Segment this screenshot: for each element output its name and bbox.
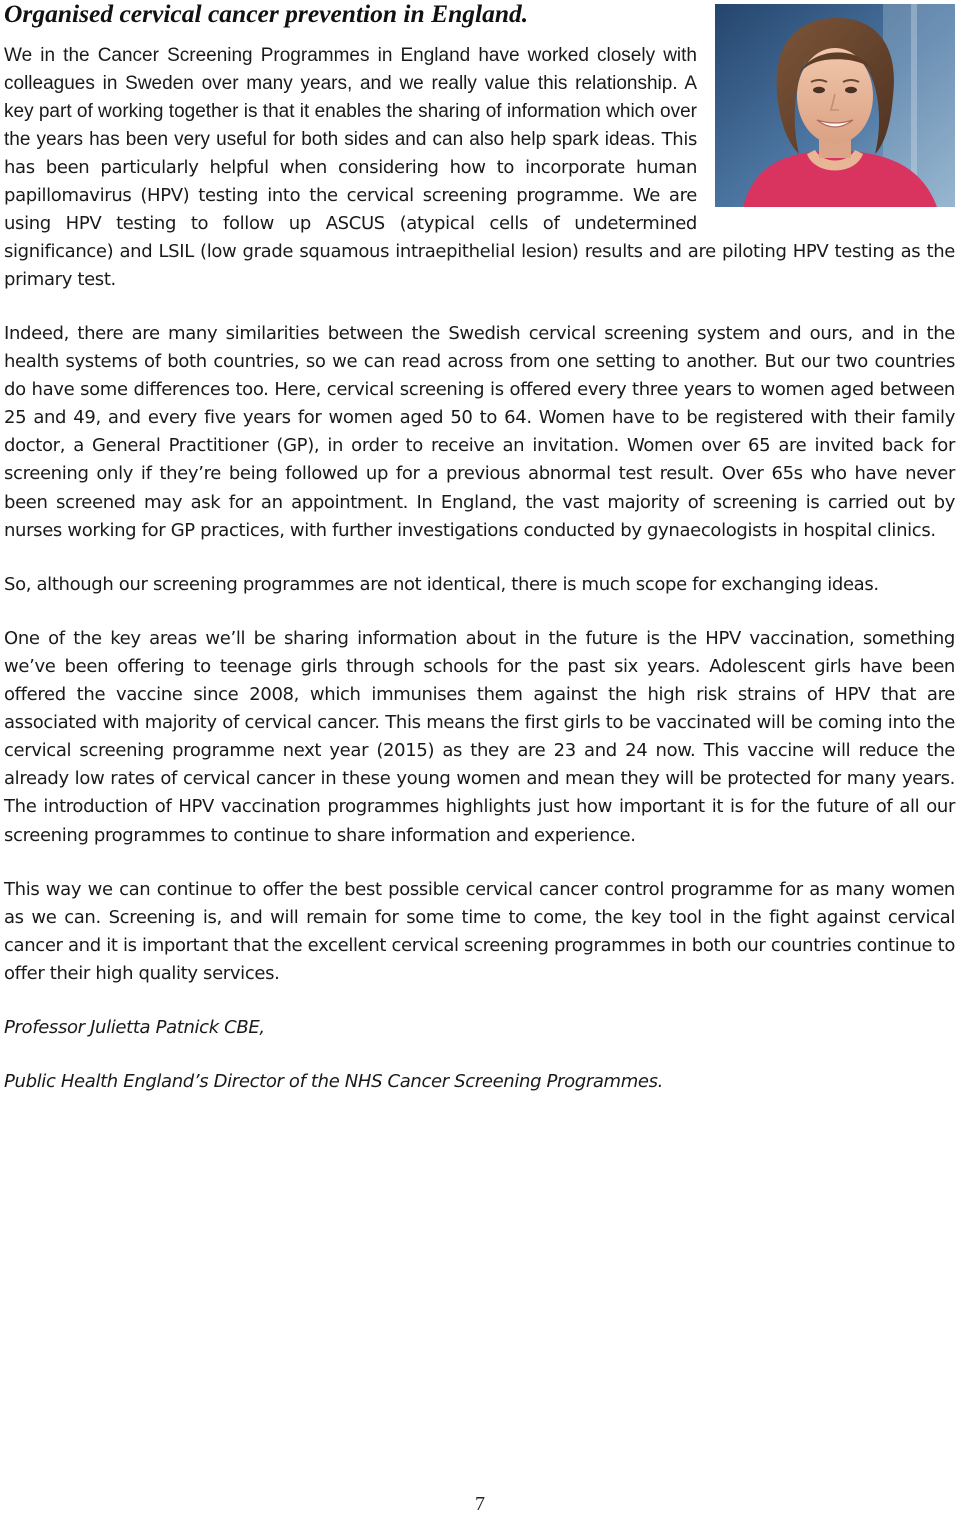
page-number: 7 <box>475 1493 485 1515</box>
article-title: Organised cervical cancer prevention in England. <box>4 0 529 28</box>
body-paragraph-hpv-vaccination: One of the key areas we’ll be sharing information about in the future is the HPV vaccination, something we’ve been offering to teenage girls through schools for the past six years. Adolescent girls have been offered the vaccine since 2008, which immunises them against the high risk strains of HPV that are associated with majority of cervical cancer. This means the first girls to be vaccinated will be coming into the cervical screening programme next year (2015) as they are 23 and 24 now. This vaccine will reduce the already low rates of cervical cancer in these young women and mean they will be protected for many years. The introduction of HPV vaccination programmes highlights just how important it is for the future of all our screening programmes to continue to share information and experience. <box>4 627 955 846</box>
signature-role: Public Health England’s Director of the NHS Cancer Screening Programmes. <box>4 1070 664 1092</box>
portrait-illustration <box>715 4 955 207</box>
lead-paragraph-part-2: This has been particularly helpful when considering how to incorporate human papillomavirus (HPV) testing into the cervical screening programme. We are using HPV testing to follow up ASCUS (atypical cells of undetermined significance) and LSIL (low grade squamous intraepithelial lesion) results and are piloting HPV testing as the primary test. <box>4 129 955 290</box>
body-paragraph-exchanging-ideas: So, although our screening programmes are not identical, there is much scope for exchanging ideas. <box>4 573 879 595</box>
body-paragraph-conclusion: This way we can continue to offer the best possible cervical cancer control programme for as many women as we can. Screening is, and will remain for some time to come, the key tool in the fight against cervical cancer and it is important that the excellent cervical screening programmes in both our countries continue to offer their high quality services. <box>4 878 955 984</box>
author-portrait-photo <box>715 4 955 207</box>
lead-paragraph-part-1: We in the Cancer Screening Programmes in England have worked closely with colleagues in Sweden over many years, and we really value this relationship. A key part of working together is that it enables the sharing of information which over the years has been very useful for both sides and can also help spark ideas. <box>4 45 697 150</box>
signature-name: Professor Julietta Patnick CBE, <box>4 1016 265 1038</box>
body-paragraph-similarities: Indeed, there are many similarities between the Swedish cervical screening system and ours, and in the health systems of both countries, so we can read across from one setting to another. But our two countries do have some differences too. Here, cervical screening is offered every three years to women aged between 25 and 49, and every five years for women aged 50 to 64. Women have to be registered with their family doctor, a General Practitioner (GP), in order to receive an invitation. Women over 65 are invited back for screening only if they’re being followed up for a previous abnormal test result. Over 65s who have never been screened may ask for an appointment. In England, the vast majority of screening is carried out by nurses working for GP practices, with further investigations conducted by gynaecologists in hospital clinics. <box>4 323 955 541</box>
